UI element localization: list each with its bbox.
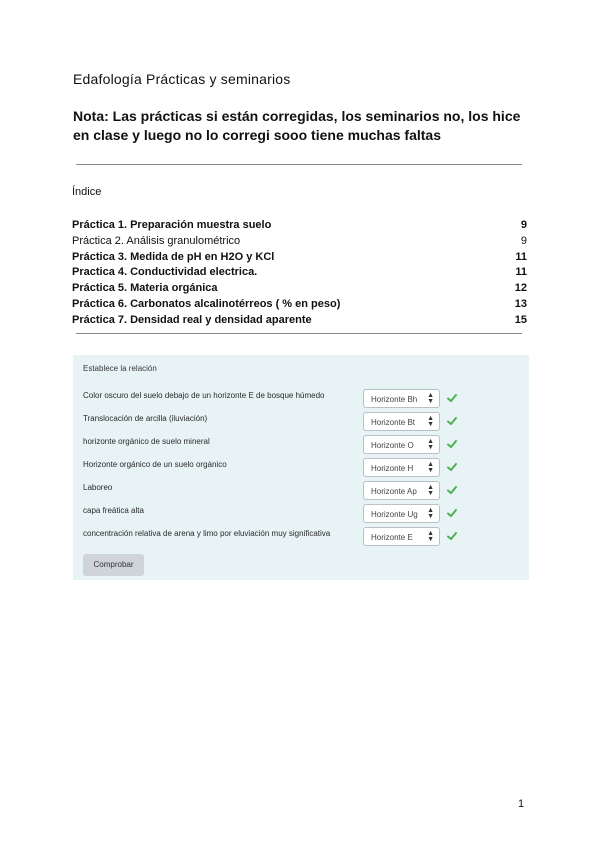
match-row — [83, 481, 529, 501]
match-row — [83, 389, 529, 409]
answer-select[interactable] — [363, 389, 440, 408]
check-icon — [446, 392, 458, 404]
toc-entry-page: 13 — [514, 297, 527, 310]
check-button[interactable]: Comprobar — [83, 554, 144, 576]
toc-entry-label: Práctica 7. Densidad real y densidad aparente — [72, 313, 312, 326]
match-prompt: capa freática alta — [83, 506, 144, 515]
check-icon — [446, 461, 458, 473]
answer-select[interactable] — [363, 435, 440, 454]
toc-entry-page: 12 — [514, 282, 527, 295]
toc-entry[interactable] — [72, 265, 527, 281]
toc-entry-page: 15 — [514, 313, 527, 326]
answer-select[interactable] — [363, 458, 440, 477]
index-heading: Índice — [72, 186, 102, 198]
check-icon — [446, 507, 458, 519]
toc-entry-label: Práctica 5. Materia orgánica — [72, 282, 218, 295]
check-icon — [446, 438, 458, 450]
match-prompt: horizonte orgánico de suelo mineral — [83, 437, 210, 446]
match-prompt: Color oscuro del suelo debajo de un horizonte E de bosque húmedo — [83, 391, 325, 400]
match-row — [83, 412, 529, 432]
check-icon — [446, 415, 458, 427]
select-arrows-icon: ▲ ▼ — [427, 530, 434, 543]
divider — [76, 164, 522, 165]
match-prompt: concentración relativa de arena y limo por eluviación muy significativa — [83, 529, 331, 538]
check-icon — [446, 484, 458, 496]
toc-entry-page: 11 — [515, 250, 527, 263]
check-icon — [446, 530, 458, 542]
quiz-instruction: Establece la relación — [83, 364, 157, 373]
match-prompt: Laboreo — [83, 483, 113, 492]
toc-entry-page: 9 — [520, 234, 527, 247]
match-prompt: Horizonte orgánico de un suelo orgánico — [83, 460, 227, 469]
answer-select-value: Horizonte Ap — [371, 487, 417, 496]
answer-select-value: Horizonte Ug — [371, 510, 418, 519]
answer-select-value: Horizonte O — [371, 441, 414, 450]
document-title: Edafología Prácticas y seminarios — [73, 71, 291, 87]
match-row — [83, 458, 529, 478]
answer-select-value: Horizonte Bt — [371, 418, 416, 427]
toc-entry-label: Práctica 6. Carbonatos alcalinotérreos ( % en peso) — [72, 297, 341, 310]
select-arrows-icon: ▲ ▼ — [427, 392, 434, 405]
toc-entry-page: 9 — [520, 219, 527, 231]
answer-select-value: Horizonte Bh — [371, 395, 418, 404]
answer-select[interactable] — [363, 412, 440, 431]
match-row — [83, 504, 529, 524]
quiz-screenshot — [73, 355, 529, 580]
toc-entry[interactable] — [72, 313, 527, 329]
toc-entry-label: Práctica 3. Medida de pH en H2O y KCl — [72, 250, 275, 263]
table-of-contents — [72, 218, 527, 329]
toc-entry[interactable] — [72, 281, 527, 297]
toc-entry-label: Práctica 1. Preparación muestra suelo — [72, 219, 272, 231]
select-arrows-icon: ▲ ▼ — [427, 415, 434, 428]
match-row — [83, 435, 529, 455]
select-arrows-icon: ▲ ▼ — [427, 507, 434, 520]
select-arrows-icon: ▲ ▼ — [427, 438, 434, 451]
match-row — [83, 527, 529, 547]
toc-entry[interactable] — [72, 218, 527, 234]
divider — [76, 333, 522, 334]
select-arrows-icon: ▲ ▼ — [427, 461, 434, 474]
page-number: 1 — [518, 798, 525, 810]
answer-select[interactable] — [363, 481, 440, 500]
select-arrows-icon: ▲ ▼ — [427, 484, 434, 497]
answer-select[interactable] — [363, 504, 440, 523]
toc-entry[interactable] — [72, 297, 527, 313]
answer-select-value: Horizonte E — [371, 533, 413, 542]
toc-entry[interactable] — [72, 234, 527, 250]
toc-entry-label: Práctica 2. Análisis granulométrico — [72, 234, 241, 247]
toc-entry-label: Practica 4. Conductividad electrica. — [72, 266, 258, 279]
toc-entry-page: 11 — [515, 266, 527, 279]
answer-select[interactable] — [363, 527, 440, 546]
note-text: Nota: Las prácticas si están corregidas, los seminarios no, los hice en clase y luego no lo corregi sooo tiene muchas faltas — [73, 108, 521, 143]
answer-select-value: Horizonte H — [371, 464, 414, 473]
match-prompt: Translocación de arcilla (iluviación) — [83, 414, 208, 423]
toc-entry[interactable] — [72, 250, 527, 266]
